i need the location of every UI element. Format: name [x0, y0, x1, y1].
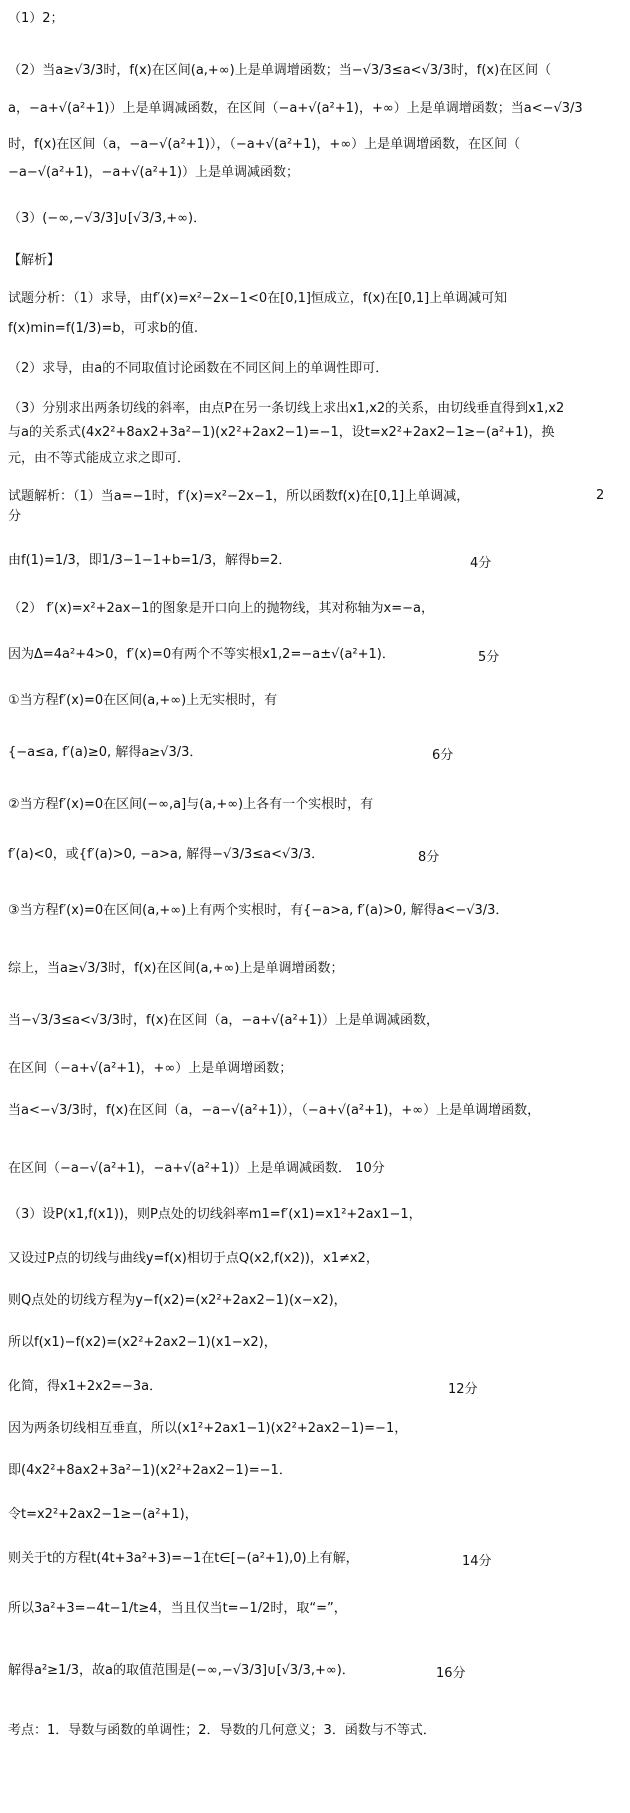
- solution-part-3-line-10: 所以3a²+3=−4t−1/t≥4，当且仅当t=−1/2时，取“=”，: [8, 1601, 347, 1616]
- analysis-line-3: （2）求导，由a的不同取值讨论函数在不同区间上的单调性即可．: [8, 361, 389, 376]
- solution-part-3-line-3: 则Q点处的切线方程为y−f(x2)=(x2²+2ax2−1)(x−x2)，: [8, 1293, 347, 1308]
- solution-part-3-line-1: （3）设P(x1,f(x1))，则P点处的切线斜率m1=f′(x1)=x1²+2ax1−1，: [8, 1207, 422, 1222]
- summary-line-4: 当a<−√3/3时，f(x)在区间（a，−a−√(a²+1)），（−a+√(a²+1)，+∞）上是单调增函数，: [8, 1103, 541, 1118]
- solution-part-2-line-2: 因为Δ=4a²+4>0，f′(x)=0有两个不等实根x1,2=−a±√(a²+1)．: [8, 647, 395, 662]
- summary-line-3: 在区间（−a+√(a²+1)，+∞）上是单调增函数；: [8, 1061, 293, 1076]
- solution-part-2-line-1: （2） f′(x)=x²+2ax−1的图象是开口向上的抛物线，其对称轴为x=−a，: [8, 601, 434, 616]
- key-points: 考点：1．导数与函数的单调性；2．导数的几何意义；3．函数与不等式．: [8, 1723, 436, 1738]
- solution-part-3-line-11: 解得a²≥1/3，故a的取值范围是(−∞,−√3/3]∪[√3/3,+∞)．: [8, 1663, 355, 1678]
- score-8: 8分: [418, 850, 440, 865]
- analysis-line-1: 试题分析：（1）求导，由f′(x)=x²−2x−1<0在[0,1]恒成立，f(x)在[0,1]上单调减可知: [8, 291, 508, 306]
- answer-part-2-line-4: −a−√(a²+1)，−a+√(a²+1)）上是单调减函数；: [8, 165, 300, 180]
- score-2: 2: [596, 488, 605, 503]
- score-5: 5分: [478, 650, 500, 665]
- analysis-heading: 【解析】: [8, 253, 61, 268]
- solution-part-3-line-9: 则关于t的方程t(4t+3a²+3)=−1在t∈[−(a²+1),0)上有解，: [8, 1551, 359, 1566]
- answer-part-2-line-2: a，−a+√(a²+1)）上是单调减函数，在区间（−a+√(a²+1)，+∞）上是单调增函数；当a<−√3/3: [8, 101, 583, 116]
- solution-part-3-line-5: 化简，得x1+2x2=−3a．: [8, 1379, 163, 1394]
- case-2-line-2: f′(a)<0，或{f′(a)>0, −a>a, 解得−√3/3≤a<√3/3．: [8, 847, 325, 862]
- score-4: 4分: [470, 556, 492, 571]
- analysis-line-2: f(x)min=f(1/3)=b，可求b的值.: [8, 321, 198, 336]
- score-16: 16分: [436, 1666, 466, 1681]
- case-2-line-1: ②当方程f′(x)=0在区间(−∞,a]与(a,+∞)上各有一个实根时，有: [8, 797, 374, 812]
- solution-part-3-line-4: 所以f(x1)−f(x2)=(x2²+2ax2−1)(x1−x2)，: [8, 1335, 277, 1350]
- summary-line-1: 综上，当a≥√3/3时，f(x)在区间(a,+∞)上是单调增函数；: [8, 961, 344, 976]
- solution-part-3-line-6: 因为两条切线相互垂直，所以(x1²+2ax1−1)(x2²+2ax2−1)=−1，: [8, 1421, 408, 1436]
- solution-part-1-line-3: 由f(1)=1/3，即1/3−1−1+b=1/3，解得b=2．: [8, 553, 292, 568]
- solution-part-3-line-2: 又设过P点的切线与曲线y=f(x)相切于点Q(x2,f(x2))，x1≠x2，: [8, 1251, 379, 1266]
- answer-part-2-line-1: （2）当a≥√3/3时，f(x)在区间(a,+∞)上是单调增函数；当−√3/3≤a<√3/3时，f(x)在区间（: [8, 63, 552, 78]
- summary-line-5: 在区间（−a−√(a²+1)，−a+√(a²+1)）上是单调减函数． 10分: [8, 1161, 385, 1176]
- case-3-line: ③当方程f′(x)=0在区间(a,+∞)上有两个实根时，有{−a>a, f′(a)>0, 解得a<−√3/3．: [8, 903, 509, 918]
- solution-part-3-line-8: 令t=x2²+2ax2−1≥−(a²+1)，: [8, 1507, 198, 1522]
- solution-part-1-line-2: 分: [8, 509, 22, 524]
- score-12: 12分: [448, 1382, 478, 1397]
- answer-part-3: （3）(−∞,−√3/3]∪[√3/3,+∞)．: [8, 211, 207, 226]
- case-1-line-2: {−a≤a, f′(a)≥0, 解得a≥√3/3．: [8, 745, 203, 760]
- analysis-line-6: 元，由不等式能成立求之即可．: [8, 451, 191, 466]
- score-14: 14分: [462, 1554, 492, 1569]
- summary-line-2: 当−√3/3≤a<√3/3时，f(x)在区间（a，−a+√(a²+1)）上是单调减函数，: [8, 1013, 439, 1028]
- score-6: 6分: [432, 748, 454, 763]
- solution-part-1-line-1: 试题解析：（1）当a=−1时，f′(x)=x²−2x−1，所以函数f(x)在[0,1]上单调减，: [8, 489, 470, 504]
- solution-part-3-line-7: 即(4x2²+8ax2+3a²−1)(x2²+2ax2−1)=−1．: [8, 1463, 292, 1478]
- answer-part-2-line-3: 时，f(x)在区间（a，−a−√(a²+1)），（−a+√(a²+1)，+∞）上是单调增函数，在区间（: [8, 137, 521, 152]
- case-1-line-1: ①当方程f′(x)=0在区间(a,+∞)上无实根时，有: [8, 693, 278, 708]
- answer-part-1: （1）2；: [8, 11, 64, 26]
- analysis-line-5: 与a的关系式(4x2²+8ax2+3a²−1)(x2²+2ax2−1)=−1，设t=x2²+2ax2−1≥−(a²+1)，换: [8, 425, 555, 440]
- analysis-line-4: （3）分别求出两条切线的斜率，由点P在另一条切线上求出x1,x2的关系，由切线垂直得到x1,x2: [8, 401, 565, 416]
